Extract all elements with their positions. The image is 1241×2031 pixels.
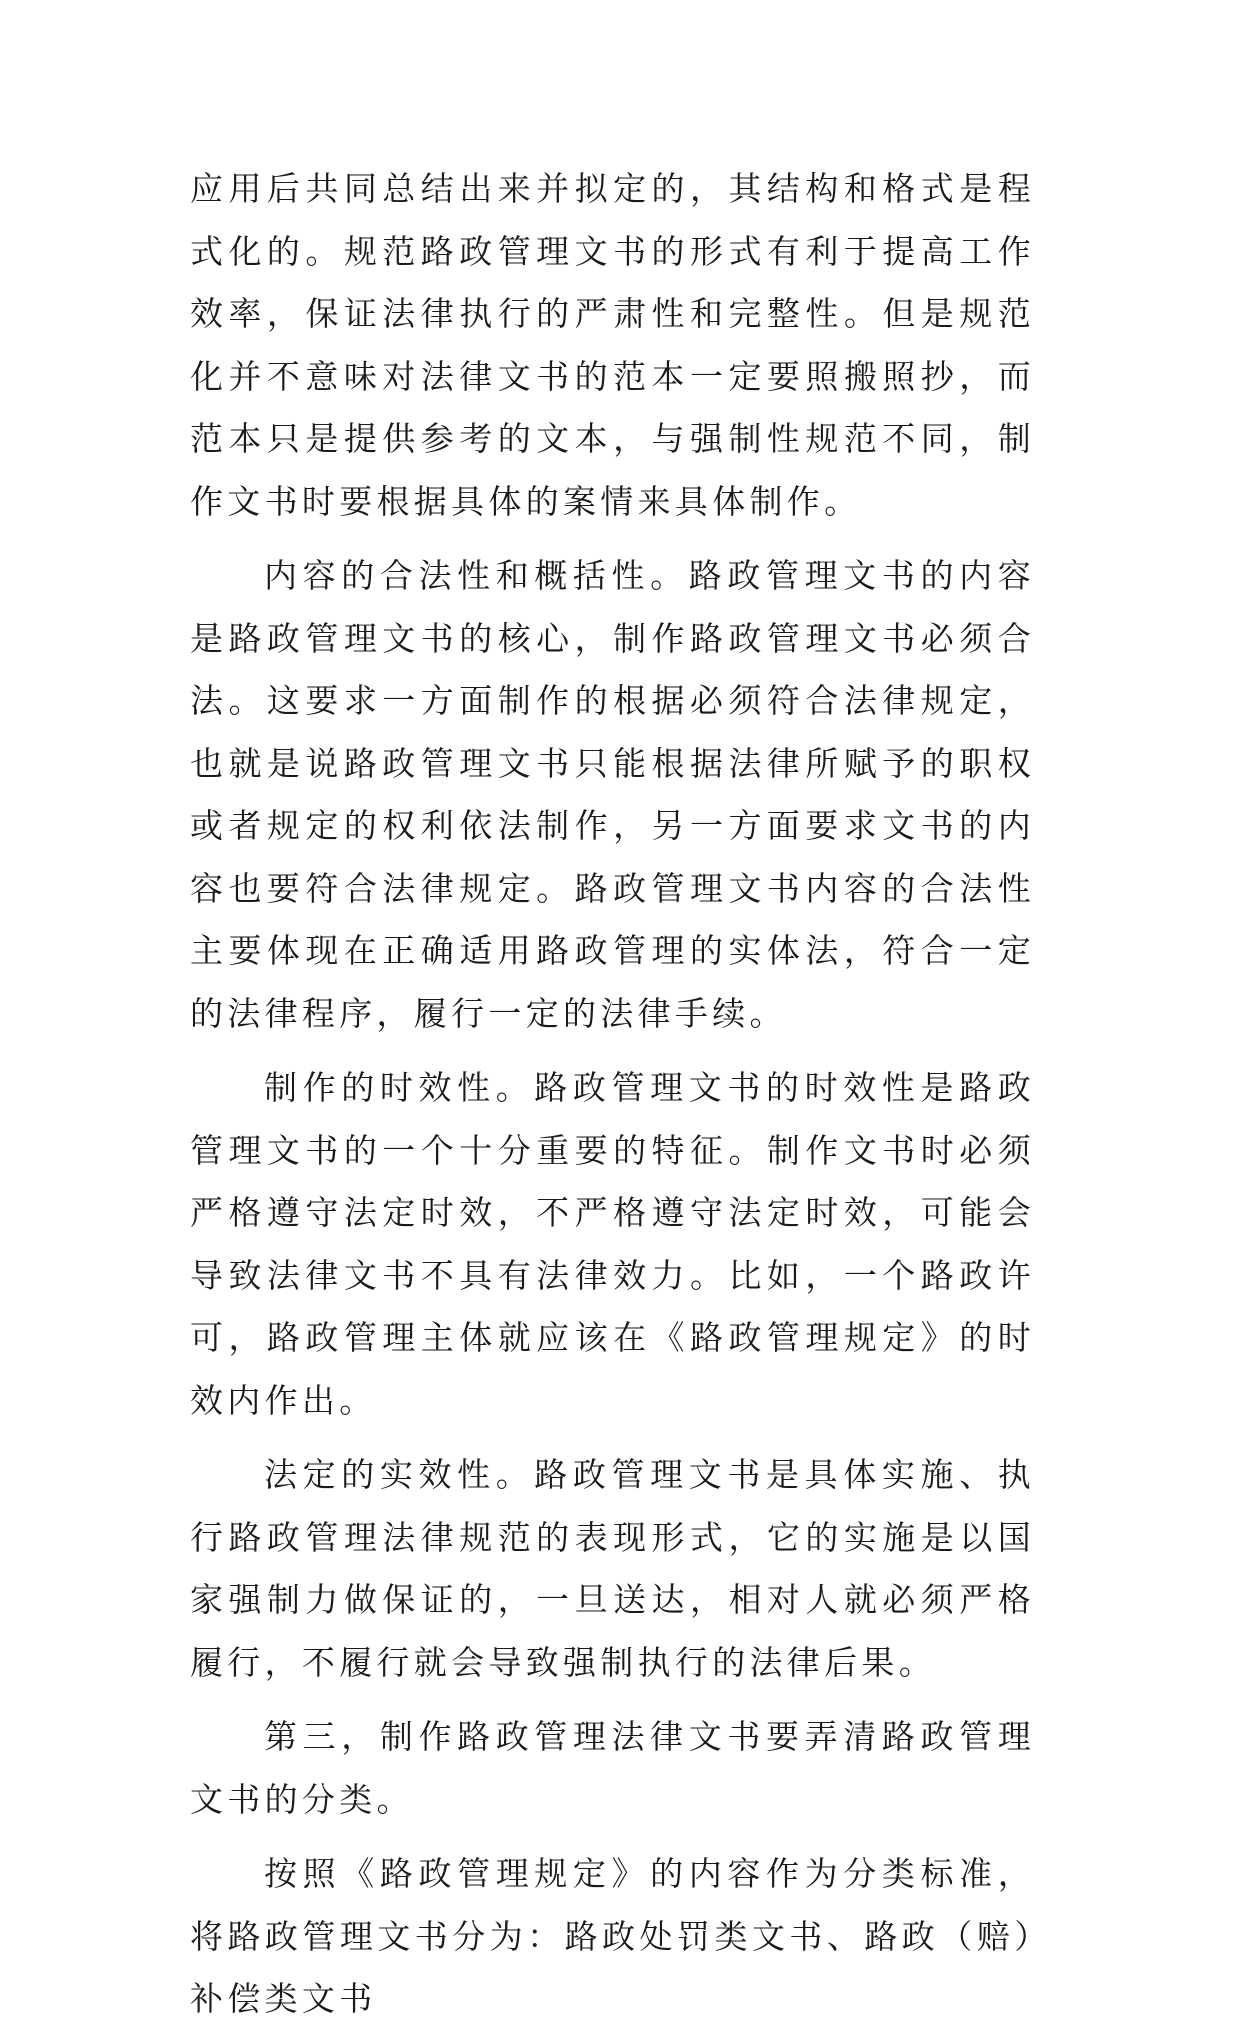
paragraph-classification-heading: 第三，制作路政管理法律文书要弄清路政管理文书的分类。 [190, 1717, 1035, 1819]
paragraph-continuation: 应用后共同总结出来并拟定的，其结构和格式是程式化的。规范路政管理文书的形式有利于提高工作效率，保证法律执行的严肃性和完整性。但是规范化并不意味对法律文书的范本一定要照搬照抄，而范本只是提供参考的文本，与强制性规范不同，制作文书时要根据具体的案情来具体制作。 [190, 169, 1035, 521]
paragraph-timeliness: 制作的时效性。路政管理文书的时效性是路政管理文书的一个十分重要的特征。制作文书时必须严格遵守法定时效，不严格遵守法定时效，可能会导致法律文书不具有法律效力。比如，一个路政许可，路政管理主体就应该在《路政管理规定》的时效内作出。 [190, 1068, 1035, 1420]
paragraph-legality: 内容的合法性和概括性。路政管理文书的内容是路政管理文书的核心，制作路政管理文书必须合法。这要求一方面制作的根据必须符合法律规定，也就是说路政管理文书只能根据法律所赋予的职权或者规定的权利依法制作，另一方面要求文书的内容也要符合法律规定。路政管理文书内容的合法性主要体现在正确适用路政管理的实体法，符合一定的法律程序，履行一定的法律手续。 [190, 556, 1035, 1033]
paragraph-effectiveness: 法定的实效性。路政管理文书是具体实施、执行路政管理法律规范的表现形式，它的实施是以国家强制力做保证的，一旦送达，相对人就必须严格履行，不履行就会导致强制执行的法律后果。 [190, 1455, 1035, 1682]
body-text [190, 158, 1035, 2031]
paragraph-classification: 按照《路政管理规定》的内容作为分类标准，将路政管理文书分为：路政处罚类文书、路政（赔）补偿类文书 [190, 1854, 1035, 2018]
